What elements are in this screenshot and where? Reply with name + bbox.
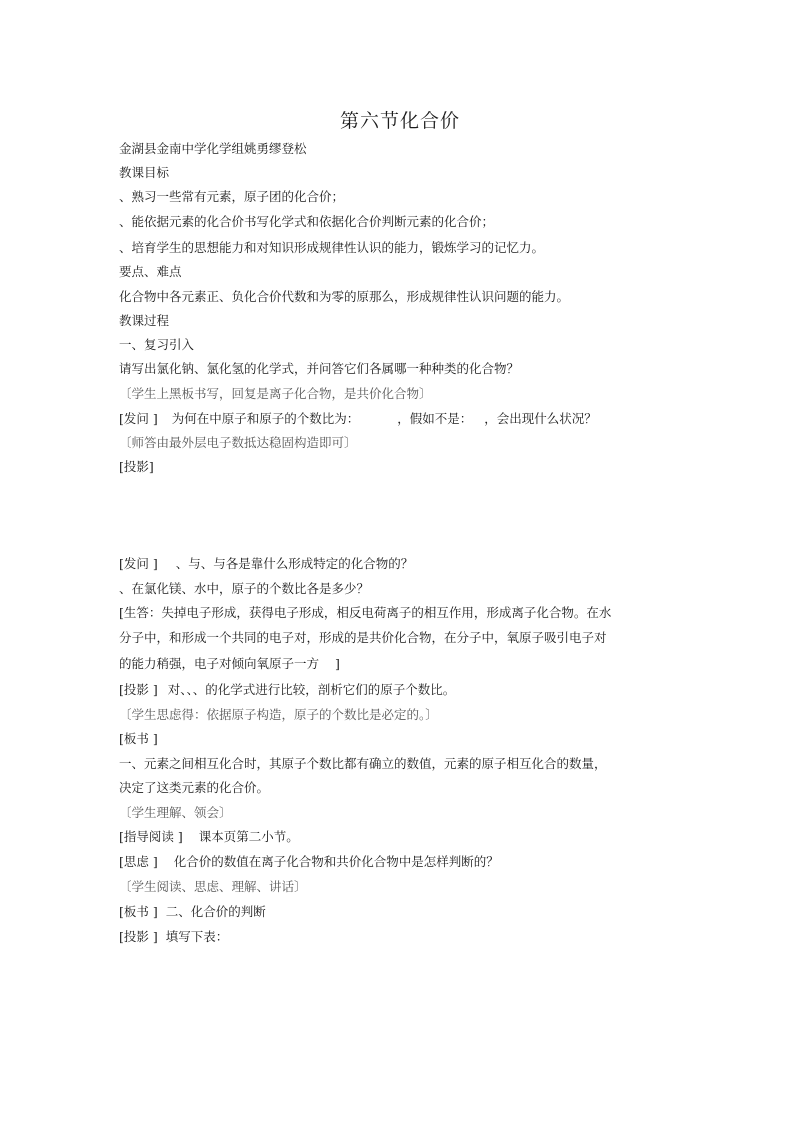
answer-line-1: [生答：失掉电子形成，获得电子形成，相反电荷离子的相互作用，形成离子化合物。在水 [119,605,612,620]
think-text: 化合价的数值在离子化合物和共价化合物中是怎样判断的？ [173,854,499,869]
guide-text: 课本页第二小节。 [198,829,299,844]
review-heading: 一、复习引入 [119,337,195,352]
ask-1-text-a: 为何在中原子和原子的个数比为： [171,411,360,426]
answer-line-2: 分子中，和形成一个共同的电子对，形成的是共价化合物，在分子中，氧原子吸引电子对 [119,630,607,645]
projection-3-line [119,929,228,945]
projection-2-tag: [投影 ] [119,682,158,697]
student-note-1: 〔学生上黑板书写，回复是离子化合物，是共价化合物〕 [119,386,432,401]
think-line [119,854,499,870]
key-heading: 要点、难点 [119,264,182,279]
teacher-note-1: 〔师答由最外层电子数抵达稳固构造即可〕 [119,435,357,450]
projection-3-text: 填写下表： [165,929,229,944]
answer-3-text: 的能力稍强，电子对倾向氧原子一方 [119,656,320,671]
guide-line [119,829,299,845]
student-note-2: 〔学生思虑得：依据原子构造，原子的个数比是必定的。〕 [119,707,438,722]
board-2-line [119,904,266,920]
guide-tag: [指导阅读 ] [119,829,183,844]
board-text-2: 决定了这类元素的化合价。 [119,780,270,795]
process-heading: 教课过程 [119,313,170,328]
goal-3: 、培育学生的思想能力和对知识形成规律性认识的能力，锻炼学习的记忆力。 [119,240,545,255]
goal-1: 、熟习一些常有元素，原子团的化合价； [119,189,345,204]
board-1: [板书 ] [119,731,158,746]
board-text-1: 一、元素之间相互化合时，其原子个数比都有确立的数值，元素的原子相互化合的数量， [119,756,607,771]
projection-2-text: 对、、、的化学式进行比较，剖析它们的原子个数比。 [167,682,456,697]
student-note-3: 〔学生理解、领会〕 [119,805,232,820]
projection-1: [投影] [119,459,154,474]
think-tag: [思虑 ] [119,854,158,869]
ask-1-text-c: ，会出现什么状况？ [484,411,597,426]
board-2-tag: [板书 ] [119,904,158,919]
projection-3-tag: [投影 ] [119,929,158,944]
ask-2-text: 、与、与各是靠什么形成特定的化合物的？ [175,556,414,571]
ask-2-line [119,556,413,572]
ask-3: 、在氯化镁、水中，原子的个数比各是多少？ [119,581,370,596]
page-title: 第六节化合价 [339,110,460,132]
key-text: 化合物中各元素正、负化合价代数和为零的原那么，形成规律性认识问题的能力。 [119,289,570,304]
ask-2-tag: [发问 ] [119,556,158,571]
ask-1-tag: [发问 ] [119,411,158,426]
question-1: 请写出氯化钠、氯化氢的化学式，并问答它们各属哪一种种类的化合物？ [119,361,520,376]
ask-1-line [119,411,597,427]
goals-heading: 教课目标 [119,165,170,180]
projection-2-line [119,682,455,698]
answer-3-end: ] [335,656,340,671]
goal-2: 、能依据元素的化合价书写化学式和依据化合价判断元素的化合价； [119,214,495,229]
board-2-text: 二、化合价的判断 [165,904,266,919]
answer-line-3 [119,656,340,672]
student-note-4: 〔学生阅读、思虑、理解、讲话〕 [119,879,307,894]
author-line: 金湖县金南中学化学组姚勇缪登松 [119,141,307,156]
ask-1-text-b: ，假如不是： [397,411,473,426]
